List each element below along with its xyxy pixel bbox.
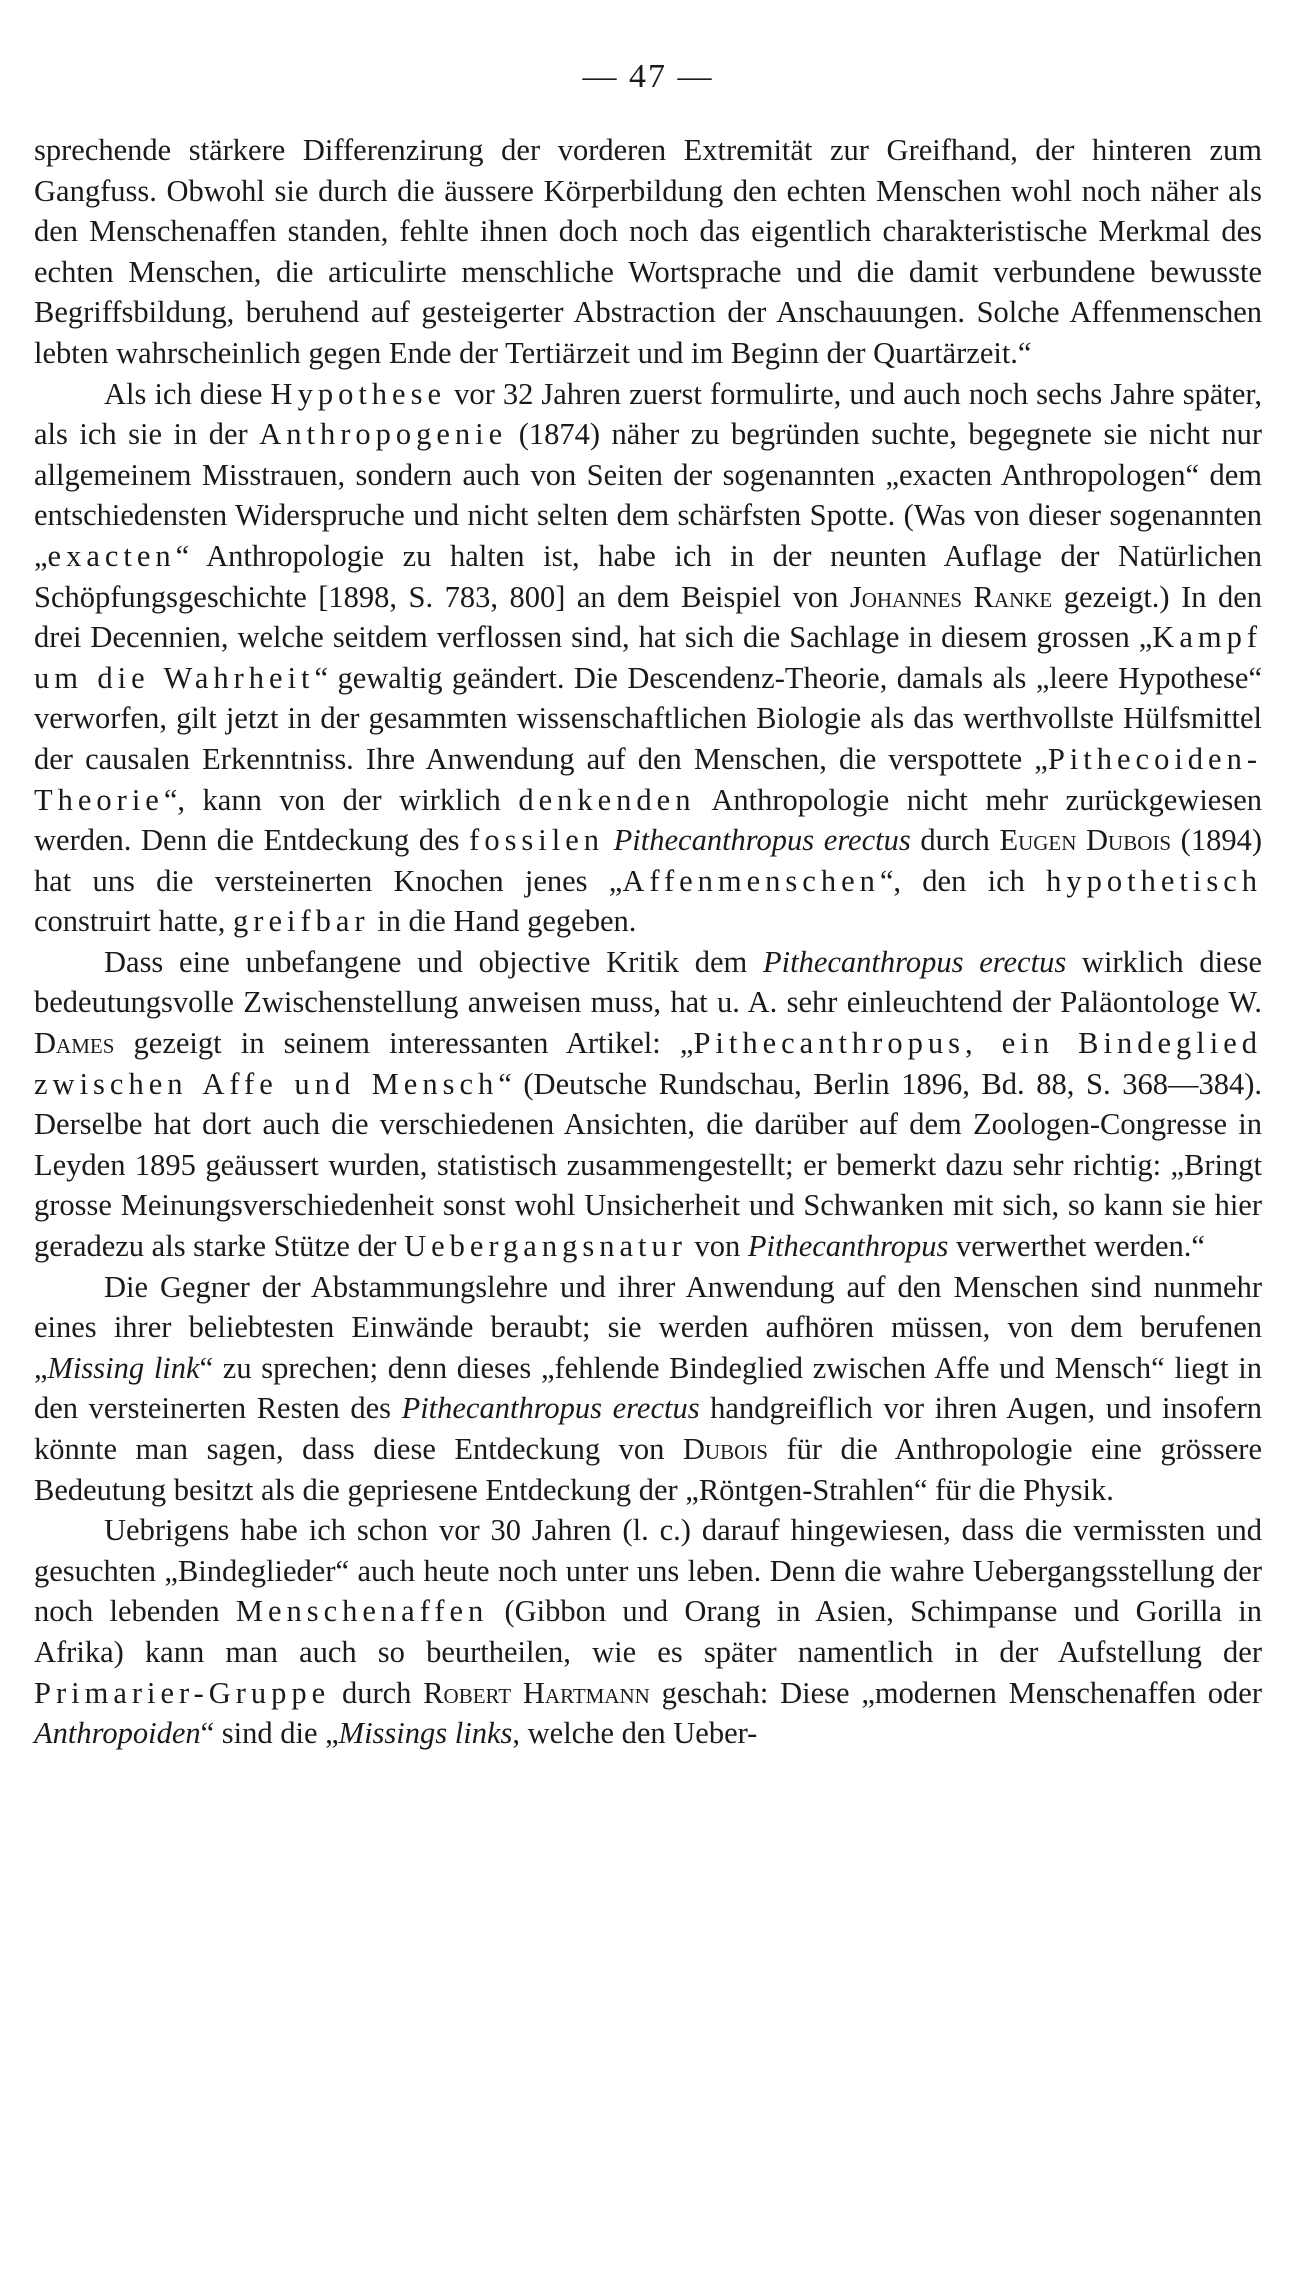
italic-term: Anthropoiden bbox=[34, 1716, 201, 1751]
author-name: Eugen Dubois bbox=[999, 823, 1172, 858]
paragraph bbox=[34, 942, 1262, 1267]
text-run: “, kann von der wirklich bbox=[163, 782, 519, 817]
author-name: Dubois bbox=[682, 1432, 768, 1466]
spaced-emphasis: fossilen bbox=[469, 823, 605, 858]
text-run: handgreiflich vor ihren Augen, und insofern könnte man sagen, dass diese Entdeckung von bbox=[34, 1391, 1262, 1466]
spaced-emphasis: Primarier-Gruppe bbox=[34, 1675, 331, 1710]
text-run: (1894) hat uns die versteinerten Knochen jenes „ bbox=[34, 823, 1262, 898]
paragraph bbox=[34, 374, 1262, 942]
spaced-emphasis: Hypothese bbox=[270, 376, 446, 411]
text-run bbox=[604, 823, 614, 857]
paragraph bbox=[34, 1267, 1262, 1511]
author-name: Robert Hartmann bbox=[423, 1675, 650, 1710]
text-run: für die Anthropologie eine grössere Bedeutung besitzt als die gepriesene Entdeckung der „Röntgen-Strahlen“ für die Physik. bbox=[34, 1432, 1262, 1507]
spaced-emphasis: Menschenaffen bbox=[235, 1594, 489, 1629]
text-run: “ (Deutsche Rundschau, Berlin 1896, Bd. 88, S. 368—384). Derselbe hat dort auch die verschiedenen Ansichten, die darüber auf dem Zoologen-Congresse in Leyden 1895 geäussert wurden, statistisch zusammengestellt; er bemerkt dazu sehr richtig: „Bringt grosse Meinungsverschiedenheit sonst wohl Unsicherheit und Schwanken mit sich, so kann sie hier geradezu als starke Stütze der bbox=[34, 1066, 1262, 1264]
text-run: “ sind die „ bbox=[200, 1716, 339, 1751]
text-run: vor 32 Jahren zuerst formulirte, und auch noch sechs Jahre später, als ich sie in der bbox=[34, 376, 1262, 452]
text-run: Dass eine unbefangene und objective Kritik dem bbox=[104, 944, 764, 979]
italic-term: Missing link bbox=[47, 1350, 200, 1385]
text-run: , welche den Ueber- bbox=[512, 1716, 758, 1751]
italic-term: Pithecanthropus erectus bbox=[763, 944, 1067, 979]
spaced-emphasis: Uebergangsnatur bbox=[404, 1229, 687, 1264]
spaced-emphasis: greifbar bbox=[233, 904, 370, 939]
spaced-emphasis: exacten bbox=[47, 538, 176, 573]
text-run: von bbox=[686, 1229, 748, 1264]
text-run: “ Anthropologie zu halten ist, habe ich in der neunten Auflage der Natürlichen Schöpfungsgeschichte [1898, S. 783, 800] an dem Beispiel von bbox=[34, 538, 1262, 614]
text-run: durch bbox=[910, 823, 1000, 858]
spaced-emphasis: denkenden bbox=[518, 782, 696, 817]
text-run: construirt hatte, bbox=[34, 904, 234, 939]
text-run: “ gewaltig geändert. Die Descendenz-Theorie, damals als „leere Hypothese“ verworfen, gilt jetzt in der gesammten wissenschaftlichen Biologie als das werthvollste Hülfsmittel der causalen Erkenntniss. Ihre Anwendung auf den Menschen, die verspottete „ bbox=[34, 660, 1262, 776]
text-run: wirklich diese bedeutungsvolle Zwischenstellung anweisen muss, hat u. A. sehr einleuchtend der Paläontologe W. bbox=[34, 944, 1262, 1020]
italic-term: Pithecanthropus erectus bbox=[401, 1391, 700, 1426]
author-name: Dames bbox=[34, 1026, 115, 1061]
text-run: sprechende stärkere Differenzirung der vorderen Extremität zur Greifhand, der hinteren zum Gangfuss. Obwohl sie durch die äussere Körperbildung den echten Menschen wohl noch näher als den Menschenaffen standen, fehlte ihnen doch noch das eigentlich charakteristische Merkmal des echten Menschen, die articulirte menschliche Wortsprache und die damit verbundene bewusste Begriffsbildung, beruhend auf gesteigerter Abstraction der Anschauungen. Solche Affenmenschen lebten wahrscheinlich gegen Ende der Tertiärzeit und im Beginn der Quartärzeit.“ bbox=[34, 133, 1262, 370]
text-run: (Gibbon und Orang in Asien, Schimpanse und Gorilla in Afrika) kann man auch so beurtheilen, wie es später namentlich in der Aufstellung der bbox=[34, 1594, 1262, 1669]
spaced-emphasis: Pithecanthropus, ein Bindeglied zwischen Affe und Mensch bbox=[34, 1026, 1262, 1101]
text-run: durch bbox=[330, 1675, 424, 1710]
text-run: in die Hand gegeben. bbox=[369, 904, 637, 939]
spaced-emphasis: hypothetisch bbox=[1046, 863, 1263, 898]
text-run: “ zu sprechen; denn dieses „fehlende Bindeglied zwischen Affe und Mensch“ liegt in den versteinerten Resten des bbox=[34, 1350, 1262, 1426]
spaced-emphasis: Pithecoiden-Theorie bbox=[34, 741, 1262, 817]
spaced-emphasis: Anthropogenie bbox=[259, 417, 508, 452]
italic-term: Pithecanthropus bbox=[747, 1229, 949, 1264]
body-text bbox=[34, 130, 1262, 1754]
page-number: — 47 — bbox=[582, 58, 714, 95]
text-run: (1874) näher zu begründen suchte, begegnete sie nicht nur allgemeinem Misstrauen, sondern auch von Seiten der sogenannten „exacten Anthropologen“ dem entschiedensten Widerspruche und nicht selten dem schärfsten Spotte. (Was von dieser sogenannten „ bbox=[34, 417, 1262, 573]
text-run: Die Gegner der Abstammungslehre und ihrer Anwendung auf den Menschen sind nunmehr eines ihrer beliebtesten Einwände beraubt; sie werden aufhören müssen, von dem berufenen „ bbox=[34, 1269, 1262, 1385]
text-run: Uebrigens habe ich schon vor 30 Jahren (l. c.) darauf hingewiesen, dass die vermissten und gesuchten „Bindeglieder“ auch heute noch unter uns leben. Denn die wahre Uebergangsstellung der noch lebenden bbox=[34, 1513, 1262, 1629]
spaced-emphasis: Kampf um die Wahrheit bbox=[34, 620, 1262, 695]
author-name: Johannes Ranke bbox=[849, 579, 1053, 614]
text-run: gezeigt.) In den drei Decennien, welche seitdem verflossen sind, hat sich die Sachlage in diesem grossen „ bbox=[34, 579, 1263, 655]
text-run: Als ich diese bbox=[104, 376, 271, 411]
text-run: gezeigt in seinem interessanten Artikel: „ bbox=[114, 1026, 694, 1061]
spaced-emphasis: Affenmenschen bbox=[622, 863, 880, 898]
text-run: Anthropologie nicht mehr zurückgewiesen werden. Denn die Entdeckung des bbox=[34, 782, 1262, 858]
paragraph bbox=[34, 130, 1262, 374]
paragraph bbox=[34, 1510, 1262, 1754]
text-run: verwerthet werden.“ bbox=[948, 1229, 1205, 1264]
text-run: geschah: Diese „modernen Menschenaffen oder bbox=[649, 1675, 1262, 1710]
text-run: “, den ich bbox=[879, 863, 1047, 898]
italic-term: Pithecanthropus erectus bbox=[613, 823, 911, 858]
italic-term: Missings links bbox=[338, 1716, 513, 1751]
